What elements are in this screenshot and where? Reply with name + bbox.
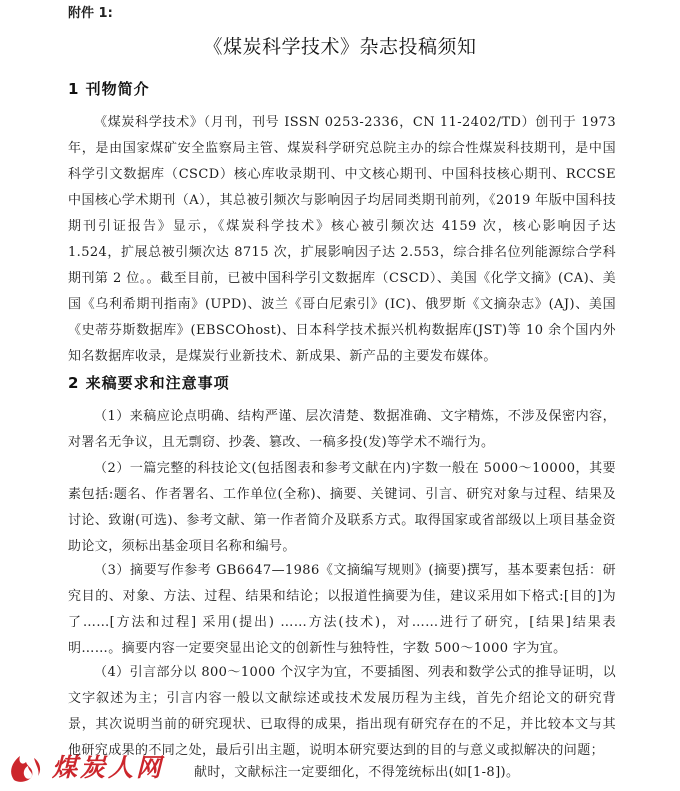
document-title: 《煤炭科学技术》杂志投稿须知 xyxy=(203,36,477,58)
section2-item-1: （1）来稿应论点明确、结构严谨、层次清楚、数据准确、文字精炼，不涉及保密内容，对署名无争议，且无剽窃、抄袭、篡改、一稿多投(发)等学术不端行为。 xyxy=(68,409,616,450)
attachment-label: 附件 1: xyxy=(68,6,113,21)
watermark xyxy=(6,748,164,784)
section2-item-5: 献时，文献标注一定要细化，不得笼统标出(如[1-8])。 xyxy=(194,765,520,780)
flame-logo-icon xyxy=(6,748,48,784)
section2-heading: 2 来稿要求和注意事项 xyxy=(68,374,230,392)
watermark-text: 煤炭人网 xyxy=(52,753,165,782)
section1-heading: 1 刊物简介 xyxy=(68,80,150,98)
section1-paragraph: 《煤炭科学技术》（月刊，刊号 ISSN 0253-2336，CN 11-2402/TD）创刊于 1973 年，是由国家煤矿安全监察局主管、煤炭科学研究总院主办的综合性煤炭科技期刊，是中国科学引文数据库（CSCD）核心库收录期刊、中文核心期刊、中国科技核心期刊、RCCSE 中国核心学术期刊（A），其总被引频次与影响因子均居同类期刊前列，《2019 年版中国科技期刊引证报告》显示，《煤炭科学技术》核心被引频次达 4159 次，核心影响因子达 1.524，扩展总被引频次达 8715 次，扩展影响因子达 2.553，综合排名位列能源综合学科期刊第 2 位。。截至目前，已被中国科学引文数据库（CSCD）、美国《化学文摘》(CA)、美国《乌利希期刊指南》(UPD)、波兰《哥白尼索引》(IC)、俄罗斯《文摘杂志》(AJ)、美国《史蒂芬斯数据库》(EBSCOhost)、日本科学技术振兴机构数据库(JST)等 10 余个国内外知名数据库收录，是煤炭行业新技术、新成果、新产品的主要发布媒体。 xyxy=(68,115,616,364)
section2-item-4: （4）引言部分以 800～1000 个汉字为宜，不要插图、列表和数学公式的推导证明，以文字叙述为主；引言内容一般以文献综述或技术发展历程为主线，首先介绍论文的研究背景，其次说明当前的研究现状、已取得的成果，指出现有研究存在的不足，并比较本文与其他研究成果的不同之处，最后引出主题，说明本研究要达到的目的与意义或拟解决的问题； xyxy=(68,665,616,758)
section2-item-2: （2）一篇完整的科技论文(包括图表和参考文献在内)字数一般在 5000～10000，其要素包括:题名、作者署名、工作单位(全称)、摘要、关键词、引言、研究对象与过程、结果及讨论、致谢(可选)、参考文献、第一作者简介及联系方式。取得国家或省部级以上项目基金资助论文，须标出基金项目名称和编号。 xyxy=(68,461,616,554)
section2-item-3: （3）摘要写作参考 GB6647—1986《文摘编写规则》(摘要)撰写，基本要素包括：研究目的、对象、方法、过程、结果和结论；以报道性摘要为佳，建议采用如下格式:[目的]为了……[方法和过程] 采用(提出) ……方法(技术)，对……进行了研究，[结果]结果表明……。摘要内容一定要突显出论文的创新性与独特性，字数 500～1000 字为宜。 xyxy=(68,563,616,656)
